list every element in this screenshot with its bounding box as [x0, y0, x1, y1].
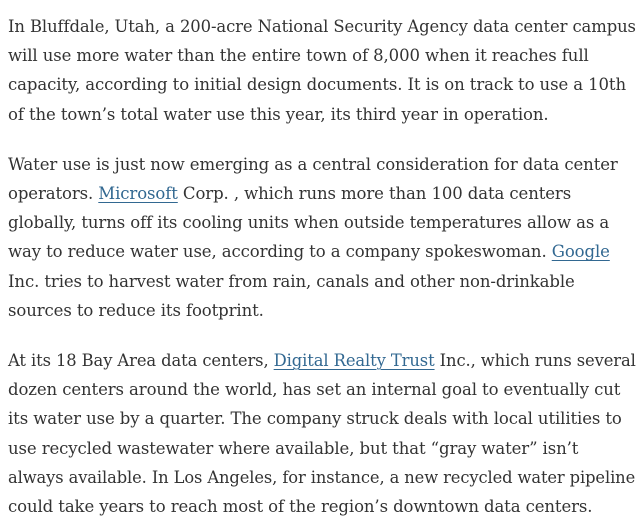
text-segment: At its 18 Bay Area data centers, — [8, 351, 274, 371]
text-segment: Corp. , which runs more than 100 data centers — [177, 184, 572, 204]
text-segment: always available. In Los Angeles, for instance, a new recycled water pipeline — [8, 467, 636, 487]
digital-realty-trust-link[interactable]: Digital Realty Trust — [273, 351, 435, 371]
text-line — [8, 237, 640, 266]
text-segment: will use more water than the entire town of 8,000 when it reaches full — [8, 46, 589, 66]
text-segment: use recycled wastewater where available, but that “gray water” isn’t — [8, 438, 579, 458]
text-segment: In Bluffdale, Utah, a 200-acre National Security Agency data center campus — [8, 17, 636, 36]
text-line — [8, 208, 640, 237]
text-line — [8, 434, 640, 463]
text-segment: Inc., which runs several — [434, 351, 636, 371]
text-line — [8, 492, 640, 521]
text-line — [8, 41, 640, 70]
text-segment: way to reduce water use, according to a company spokeswoman. — [8, 242, 552, 262]
text-line — [8, 267, 640, 296]
paragraph-nsa-utah — [8, 12, 640, 129]
microsoft-link[interactable]: Microsoft — [98, 184, 178, 204]
text-segment: sources to reduce its footprint. — [8, 300, 264, 320]
text-line — [8, 463, 640, 492]
paragraph-digital-realty — [8, 346, 640, 521]
paragraph-water-use-operators — [8, 150, 640, 325]
text-segment: capacity, according to initial design documents. It is on track to use a 10th — [8, 75, 626, 95]
text-segment: its water use by a quarter. The company struck deals with local utilities to — [8, 409, 622, 429]
text-line — [8, 12, 640, 41]
text-line — [8, 346, 640, 375]
text-segment: Water use is just now emerging as a central consideration for data center — [8, 154, 618, 174]
text-line — [8, 70, 640, 99]
text-line — [8, 179, 640, 208]
text-line — [8, 150, 640, 179]
text-line — [8, 404, 640, 433]
google-link[interactable]: Google — [551, 242, 610, 262]
text-segment: operators. — [8, 184, 99, 204]
text-segment: could take years to reach most of the region’s downtown data centers. — [8, 497, 593, 517]
text-segment: globally, turns off its cooling units when outside temperatures allow as a — [8, 213, 610, 233]
text-line — [8, 100, 640, 129]
text-line — [8, 375, 640, 404]
text-line — [8, 296, 640, 325]
text-segment: dozen centers around the world, has set an internal goal to eventually cut — [8, 380, 621, 400]
text-segment: of the town’s total water use this year, its third year in operation. — [8, 104, 549, 124]
text-segment: Inc. tries to harvest water from rain, canals and other non-drinkable — [8, 271, 575, 291]
